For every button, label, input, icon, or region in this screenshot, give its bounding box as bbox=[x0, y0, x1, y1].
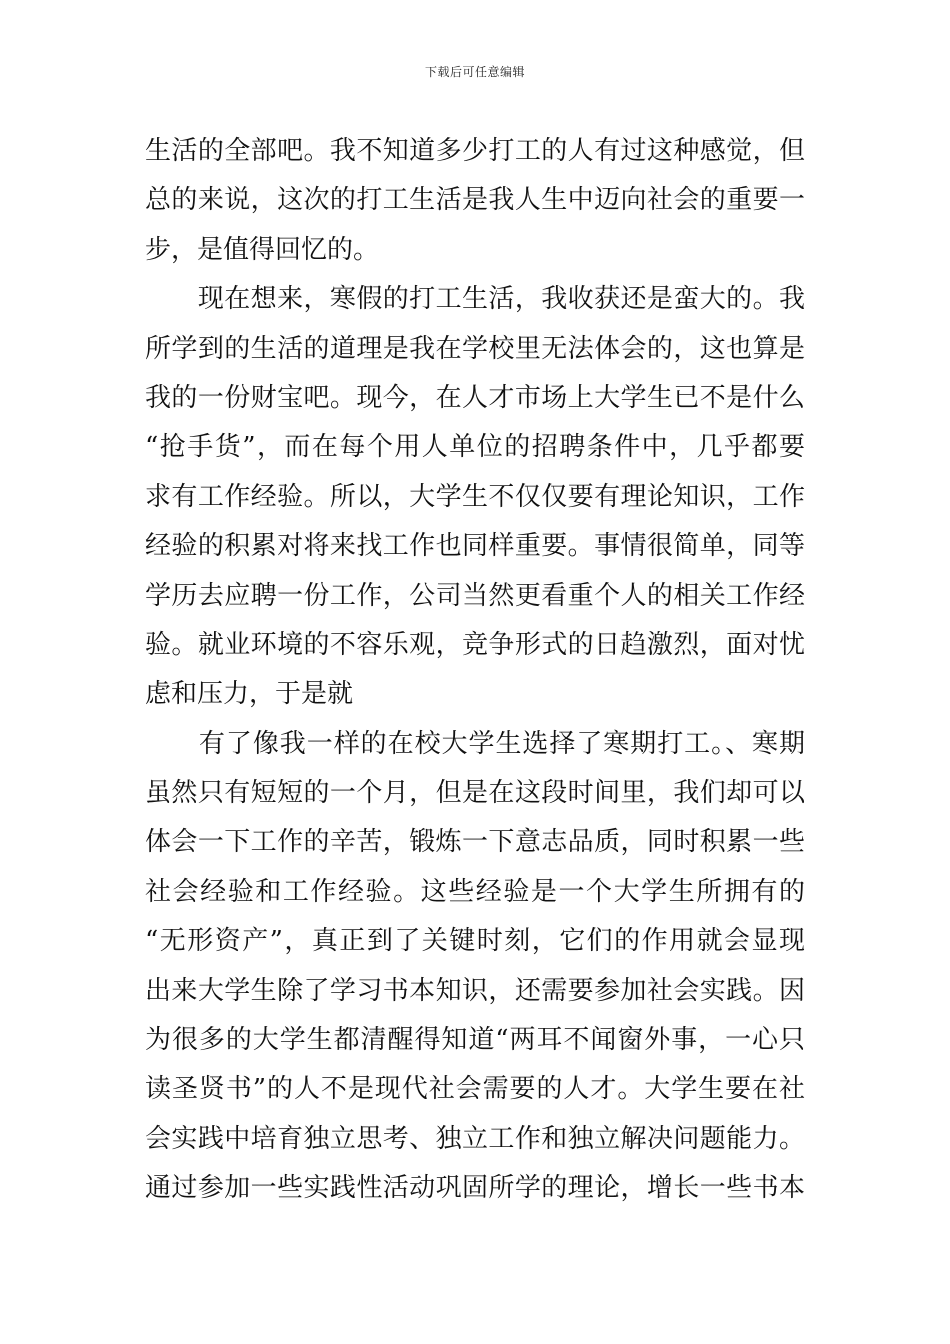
text-line: 我的一份财宝吧。现今，在人才市场上大学生已不是什么 bbox=[145, 382, 805, 413]
text-line: 出来大学生除了学习书本知识，还需要参加社会实践。因 bbox=[145, 975, 805, 1006]
text-line: 会实践中培育独立思考、独立工作和独立解决问题能力。 bbox=[145, 1123, 805, 1154]
text-line: 体会一下工作的辛苦，锻炼一下意志品质，同时积累一些 bbox=[145, 827, 805, 858]
text-line: 步，是值得回忆的。 bbox=[145, 234, 380, 265]
text-line: 虑和压力，于是就 bbox=[145, 679, 354, 710]
body-text bbox=[145, 130, 805, 1217]
text-line: 有了像我一样的在校大学生选择了寒期打工。、寒期 bbox=[145, 728, 805, 759]
text-line: “无形资产”，真正到了关键时刻，它们的作用就会显现 bbox=[145, 926, 805, 957]
text-line: 经验的积累对将来找工作也同样重要。事情很简单，同等 bbox=[145, 531, 805, 562]
text-line: 总的来说，这次的打工生活是我人生中迈向社会的重要一 bbox=[145, 185, 805, 216]
text-line: 社会经验和工作经验。这些经验是一个大学生所拥有的 bbox=[145, 876, 805, 907]
text-line: 现在想来，寒假的打工生活，我收获还是蛮大的。我 bbox=[145, 284, 805, 315]
text-line: 生活的全部吧。我不知道多少打工的人有过这种感觉，但 bbox=[145, 136, 805, 166]
text-line: 验。就业环境的不容乐观，竞争形式的日趋激烈，面对忧 bbox=[145, 629, 805, 660]
page-header: 下载后可任意编辑 bbox=[424, 65, 525, 79]
text-line: 求有工作经验。所以，大学生不仅仅要有理论知识，工作 bbox=[145, 481, 805, 512]
text-line: “抢手货”，而在每个用人单位的招聘条件中，几乎都要 bbox=[145, 432, 805, 463]
text-line: 虽然只有短短的一个月，但是在这段时间里，我们却可以 bbox=[145, 778, 805, 809]
text-line: 所学到的生活的道理是我在学校里无法体会的，这也算是 bbox=[145, 333, 805, 364]
text-line: 为很多的大学生都清醒得知道“两耳不闻窗外事，一心只 bbox=[145, 1025, 805, 1056]
text-line: 学历去应聘一份工作，公司当然更看重个人的相关工作经 bbox=[145, 580, 805, 611]
text-line: 读圣贤书”的人不是现代社会需要的人才。大学生要在社 bbox=[145, 1074, 805, 1105]
text-line: 通过参加一些实践性活动巩固所学的理论，增长一些书本 bbox=[145, 1173, 805, 1204]
